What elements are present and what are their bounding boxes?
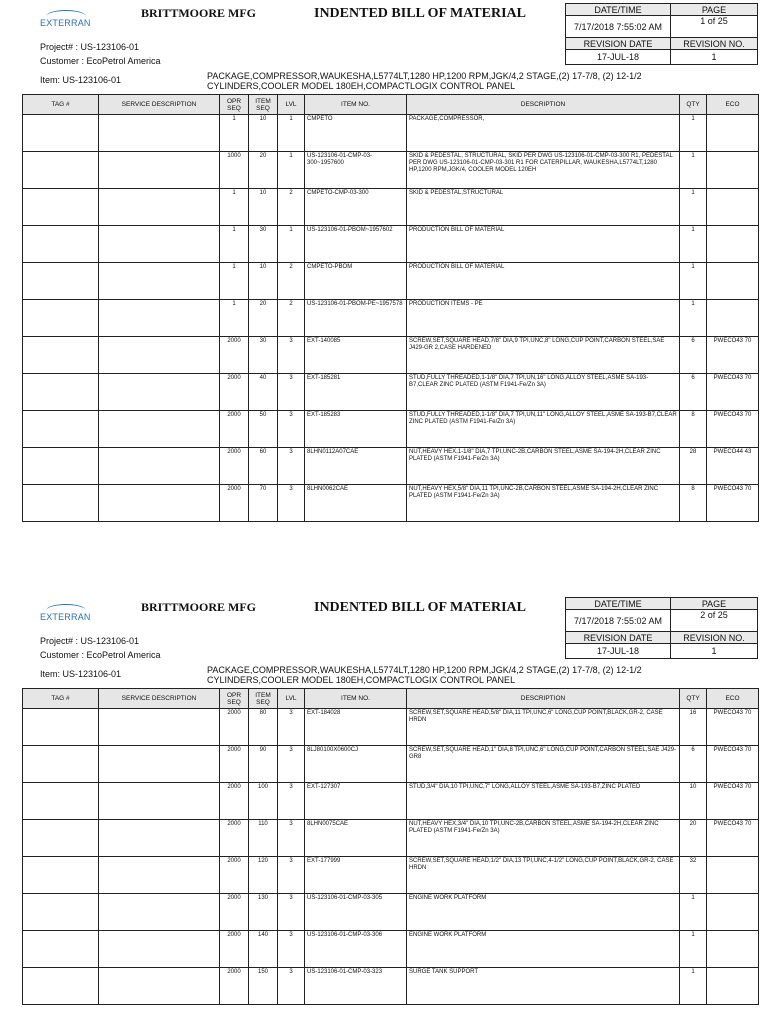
cell-lvl: 2 — [278, 189, 305, 226]
table-row — [23, 968, 759, 1005]
cell-eco: PWECO43 70 — [707, 485, 759, 522]
table-row — [23, 783, 759, 820]
col-qty: QTY — [680, 689, 707, 709]
cell-service-description — [99, 411, 220, 448]
cell-item-no: EXT-127307 — [305, 783, 407, 820]
cell-lvl: 1 — [278, 152, 305, 189]
cell-qty: 1 — [680, 894, 707, 931]
cell-lvl: 3 — [278, 820, 305, 857]
cell-item-no: US-123106-01-PBOM-PE~1957578 — [305, 300, 407, 337]
col-lvl: LVL — [278, 689, 305, 709]
cell-qty: 1 — [680, 300, 707, 337]
cell-qty: 1 — [680, 263, 707, 300]
cell-item-seq: 40 — [249, 374, 278, 411]
cell-service-description — [99, 263, 220, 300]
cell-opr-seq: 2000 — [220, 746, 249, 783]
item-number: Item: US-123106-01 — [40, 75, 122, 85]
col-eco: ECO — [707, 95, 759, 115]
cell-lvl: 3 — [278, 374, 305, 411]
cell-lvl: 3 — [278, 448, 305, 485]
cell-eco: PWECO43 70 — [707, 783, 759, 820]
cell-description: SCREW,SET,SQUARE HEAD,1/2" DIA,13 TPI,UNC,4-1/2" LONG,CUP POINT,BLACK,GR-2, CASE HRDN — [407, 857, 680, 894]
cell-lvl: 3 — [278, 485, 305, 522]
customer-name: Customer : EcoPetrol America — [40, 650, 161, 660]
cell-tag — [23, 894, 99, 931]
cell-item-seq: 110 — [249, 820, 278, 857]
cell-service-description — [99, 746, 220, 783]
cell-eco — [707, 300, 759, 337]
cell-tag — [23, 189, 99, 226]
cell-service-description — [99, 820, 220, 857]
col-eco: ECO — [707, 689, 759, 709]
cell-opr-seq: 2000 — [220, 820, 249, 857]
bom-table — [22, 94, 759, 522]
cell-service-description — [99, 115, 220, 152]
cell-service-description — [99, 337, 220, 374]
col-item-seq: ITEM SEQ — [249, 95, 278, 115]
cell-description: STUD,FULLY THREADED,1-1/8" DIA,7 TPI,UN,16" LONG,ALLOY STEEL,ASME SA-193-B7,CLEAR ZINC PLATED (ASTM F1941-Fe/Zn 3A) — [407, 374, 680, 411]
date-time-value: 7/17/2018 7:55:02 AM — [566, 16, 671, 38]
project-number: Project# : US-123106-01 — [40, 42, 140, 52]
cell-item-seq: 60 — [249, 448, 278, 485]
cell-description: SCREW,SET,SQUARE HEAD,1" DIA,8 TPI,UNC,6" LONG,CUP POINT,CARBON STEEL,SAE J429-GR8 — [407, 746, 680, 783]
cell-service-description — [99, 485, 220, 522]
cell-item-no: EXT-185283 — [305, 411, 407, 448]
header-info-box — [565, 597, 758, 659]
table-row — [23, 263, 759, 300]
table-row — [23, 152, 759, 189]
cell-lvl: 3 — [278, 337, 305, 374]
revision-date-value: 17-JUL-18 — [566, 50, 671, 65]
table-row — [23, 411, 759, 448]
table-row — [23, 300, 759, 337]
table-row — [23, 226, 759, 263]
cell-opr-seq: 2000 — [220, 709, 249, 746]
cell-qty: 8 — [680, 411, 707, 448]
col-description: DESCRIPTION — [407, 689, 680, 709]
cell-qty: 6 — [680, 746, 707, 783]
revision-no-label: REVISION NO. — [671, 38, 758, 50]
cell-opr-seq: 2000 — [220, 448, 249, 485]
table-row — [23, 115, 759, 152]
cell-item-seq: 100 — [249, 783, 278, 820]
col-tag: TAG # — [23, 95, 99, 115]
cell-opr-seq: 1 — [220, 300, 249, 337]
cell-item-seq: 130 — [249, 894, 278, 931]
cell-item-no: EXT-184028 — [305, 709, 407, 746]
cell-tag — [23, 300, 99, 337]
cell-lvl: 3 — [278, 931, 305, 968]
col-lvl: LVL — [278, 95, 305, 115]
cell-eco — [707, 152, 759, 189]
cell-tag — [23, 968, 99, 1005]
col-opr-seq: OPR SEQ — [220, 689, 249, 709]
cell-item-seq: 30 — [249, 337, 278, 374]
cell-item-seq: 30 — [249, 226, 278, 263]
cell-eco — [707, 263, 759, 300]
cell-lvl: 3 — [278, 746, 305, 783]
cell-description: SCREW,SET,SQUARE HEAD,7/8" DIA,9 TPI,UNC,8" LONG,CUP POINT,CARBON STEEL,SAE J429-GR 2,CASE HARDENED — [407, 337, 680, 374]
cell-opr-seq: 2000 — [220, 857, 249, 894]
cell-service-description — [99, 783, 220, 820]
cell-description: SKID & PEDESTAL, STRUCTURAL, SKID PER DWG US-123106-01-CMP-03-300 R1, PEDESTAL PER DWG US-123106-01-CMP-03-301 R1 FOR CATERPILLAR, WAUKESHA,L5774LT,1280 HP,1200 RPM,JGK/4, COOLER MODEL 120EH — [407, 152, 680, 189]
revision-no-value: 1 — [671, 50, 758, 65]
page-label: PAGE — [671, 4, 758, 16]
cell-description: ENGINE WORK PLATFORM — [407, 894, 680, 931]
cell-qty: 1 — [680, 226, 707, 263]
cell-description: ENGINE WORK PLATFORM — [407, 931, 680, 968]
date-time-value: 7/17/2018 7:55:02 AM — [566, 610, 671, 632]
cell-description: SKID & PEDESTAL,STRUCTURAL — [407, 189, 680, 226]
table-row — [23, 857, 759, 894]
cell-service-description — [99, 709, 220, 746]
cell-lvl: 3 — [278, 411, 305, 448]
cell-item-no: US-123106-01-PBOM~1957602 — [305, 226, 407, 263]
cell-lvl: 3 — [278, 709, 305, 746]
cell-eco — [707, 226, 759, 263]
cell-lvl: 3 — [278, 783, 305, 820]
page-number: 2 of 25 — [671, 610, 758, 632]
cell-item-no: 8LJ80100X0600CJ — [305, 746, 407, 783]
document-title: INDENTED BILL OF MATERIAL — [314, 6, 526, 21]
cell-tag — [23, 226, 99, 263]
bom-table — [22, 688, 759, 1005]
cell-description: PRODUCTION BILL OF MATERIAL — [407, 226, 680, 263]
cell-item-no: US-123106-01-CMP-03-305 — [305, 894, 407, 931]
package-description: PACKAGE,COMPRESSOR,WAUKESHA,L5774LT,1280 HP,1200 RPM,JGK/4,2 STAGE,(2) 17-7/8, (2) 12-1/2 CYLINDERS,COOLER MODEL 180EH,COMPACTLOGIX CONTROL PANEL — [207, 71, 642, 91]
cell-opr-seq: 1 — [220, 115, 249, 152]
col-description: DESCRIPTION — [407, 95, 680, 115]
revision-no-value: 1 — [671, 644, 758, 659]
cell-tag — [23, 374, 99, 411]
cell-item-no: CMPETO-CMP-03-300 — [305, 189, 407, 226]
cell-item-no: US-123106-01-CMP-03-300~1957600 — [305, 152, 407, 189]
cell-eco: PWECO43 70 — [707, 337, 759, 374]
col-item-seq: ITEM SEQ — [249, 689, 278, 709]
project-number: Project# : US-123106-01 — [40, 636, 140, 646]
company-name: BRITTMOORE MFG — [141, 600, 257, 614]
cell-opr-seq: 2000 — [220, 894, 249, 931]
logo-text: EXTERRAN — [40, 612, 91, 622]
cell-lvl: 1 — [278, 115, 305, 152]
col-item-no: ITEM NO. — [305, 95, 407, 115]
cell-item-no: 8LHN0075CAE — [305, 820, 407, 857]
cell-eco — [707, 931, 759, 968]
cell-opr-seq: 2000 — [220, 411, 249, 448]
table-row — [23, 931, 759, 968]
cell-qty: 16 — [680, 709, 707, 746]
cell-service-description — [99, 300, 220, 337]
cell-qty: 20 — [680, 820, 707, 857]
cell-qty: 28 — [680, 448, 707, 485]
cell-opr-seq: 2000 — [220, 931, 249, 968]
cell-qty: 1 — [680, 189, 707, 226]
bom-header-row — [23, 95, 759, 115]
cell-description: NUT,HEAVY HEX,1-1/8" DIA,7 TPI,UNC-2B,CARBON STEEL,ASME SA-194-2H,CLEAR ZINC PLATED (ASTM F1941-Fe/Zn 3A) — [407, 448, 680, 485]
cell-item-seq: 10 — [249, 189, 278, 226]
document-title: INDENTED BILL OF MATERIAL — [314, 600, 526, 615]
cell-description: PRODUCTION ITEMS - PE — [407, 300, 680, 337]
cell-item-seq: 10 — [249, 115, 278, 152]
customer-name: Customer : EcoPetrol America — [40, 56, 161, 66]
col-service-description: SERVICE DESCRIPTION — [99, 689, 220, 709]
cell-opr-seq: 1 — [220, 189, 249, 226]
cell-tag — [23, 709, 99, 746]
table-row — [23, 189, 759, 226]
cell-item-no: US-123106-01-CMP-03-306 — [305, 931, 407, 968]
company-name: BRITTMOORE MFG — [141, 6, 257, 20]
revision-date-label: REVISION DATE — [566, 632, 671, 644]
cell-qty: 1 — [680, 968, 707, 1005]
cell-description: SCREW,SET,SQUARE HEAD,5/8" DIA,11 TPI,UNC,6" LONG,CUP POINT,BLACK,GR-2, CASE HRDN — [407, 709, 680, 746]
col-item-no: ITEM NO. — [305, 689, 407, 709]
page-label: PAGE — [671, 598, 758, 610]
cell-eco: PWECO43 70 — [707, 746, 759, 783]
date-time-label: DATE/TIME — [566, 4, 671, 16]
cell-qty: 1 — [680, 152, 707, 189]
cell-opr-seq: 2000 — [220, 783, 249, 820]
cell-lvl: 2 — [278, 263, 305, 300]
table-row — [23, 448, 759, 485]
cell-item-seq: 150 — [249, 968, 278, 1005]
exterran-logo — [40, 10, 100, 32]
cell-tag — [23, 820, 99, 857]
cell-qty: 6 — [680, 374, 707, 411]
cell-qty: 10 — [680, 783, 707, 820]
cell-item-seq: 90 — [249, 746, 278, 783]
cell-tag — [23, 783, 99, 820]
cell-description: STUD,FULLY THREADED,1-1/8" DIA,7 TPI,UN,11" LONG,ALLOY STEEL,ASME SA-193-B7,CLEAR ZINC PLATED (ASTM F1941-Fe/Zn 3A) — [407, 411, 680, 448]
col-tag: TAG # — [23, 689, 99, 709]
cell-tag — [23, 485, 99, 522]
cell-qty: 1 — [680, 931, 707, 968]
table-row — [23, 374, 759, 411]
cell-tag — [23, 263, 99, 300]
date-time-label: DATE/TIME — [566, 598, 671, 610]
logo-text: EXTERRAN — [40, 18, 91, 28]
cell-eco: PWECO44 43 — [707, 448, 759, 485]
cell-opr-seq: 1 — [220, 226, 249, 263]
cell-eco: PWECO43 70 — [707, 709, 759, 746]
cell-eco — [707, 189, 759, 226]
cell-item-seq: 10 — [249, 263, 278, 300]
item-number: Item: US-123106-01 — [40, 669, 122, 679]
cell-eco — [707, 857, 759, 894]
page-number: 1 of 25 — [671, 16, 758, 38]
cell-opr-seq: 2000 — [220, 374, 249, 411]
revision-date-label: REVISION DATE — [566, 38, 671, 50]
col-service-description: SERVICE DESCRIPTION — [99, 95, 220, 115]
cell-lvl: 3 — [278, 894, 305, 931]
table-row — [23, 746, 759, 783]
cell-lvl: 3 — [278, 857, 305, 894]
cell-item-no: CMPETO-PBOM — [305, 263, 407, 300]
cell-tag — [23, 448, 99, 485]
cell-eco — [707, 968, 759, 1005]
cell-lvl: 1 — [278, 226, 305, 263]
package-description: PACKAGE,COMPRESSOR,WAUKESHA,L5774LT,1280 HP,1200 RPM,JGK/4,2 STAGE,(2) 17-7/8, (2) 12-1/2 CYLINDERS,COOLER MODEL 180EH,COMPACTLOGIX CONTROL PANEL — [207, 665, 642, 685]
cell-tag — [23, 337, 99, 374]
cell-tag — [23, 746, 99, 783]
cell-description: STUD,3/4" DIA,10 TPI,UNC,7" LONG,ALLOY STEEL,ASME SA-193-B7,ZINC PLATED — [407, 783, 680, 820]
cell-lvl: 3 — [278, 968, 305, 1005]
cell-item-seq: 20 — [249, 300, 278, 337]
cell-opr-seq: 2000 — [220, 337, 249, 374]
cell-item-no: EXT-177999 — [305, 857, 407, 894]
cell-description: PACKAGE,COMPRESSOR, — [407, 115, 680, 152]
cell-description: NUT,HEAVY HEX,5/8" DIA,11 TPI,UNC-2B,CARBON STEEL,ASME SA-194-2H,CLEAR ZINC PLATED (ASTM F1941-Fe/Zn 3A) — [407, 485, 680, 522]
col-opr-seq: OPR SEQ — [220, 95, 249, 115]
table-row — [23, 485, 759, 522]
cell-service-description — [99, 189, 220, 226]
cell-tag — [23, 857, 99, 894]
cell-item-seq: 120 — [249, 857, 278, 894]
cell-lvl: 2 — [278, 300, 305, 337]
exterran-logo — [40, 604, 100, 626]
cell-qty: 32 — [680, 857, 707, 894]
table-row — [23, 337, 759, 374]
cell-description: SURGE TANK SUPPORT — [407, 968, 680, 1005]
cell-item-seq: 70 — [249, 485, 278, 522]
table-row — [23, 820, 759, 857]
cell-description: PRODUCTION BILL OF MATERIAL — [407, 263, 680, 300]
cell-tag — [23, 152, 99, 189]
cell-qty: 8 — [680, 485, 707, 522]
cell-tag — [23, 931, 99, 968]
cell-service-description — [99, 226, 220, 263]
cell-opr-seq: 2000 — [220, 485, 249, 522]
cell-description: NUT,HEAVY HEX,3/4" DIA,10 TPI,UNC-2B,CARBON STEEL,ASME SA-194-2H,CLEAR ZINC PLATED (ASTM F1941-Fe/Zn 3A) — [407, 820, 680, 857]
table-row — [23, 709, 759, 746]
cell-service-description — [99, 894, 220, 931]
cell-tag — [23, 115, 99, 152]
cell-item-no: 8LHN0062CAE — [305, 485, 407, 522]
cell-service-description — [99, 374, 220, 411]
cell-eco — [707, 894, 759, 931]
cell-item-seq: 20 — [249, 152, 278, 189]
bom-header-row — [23, 689, 759, 709]
cell-opr-seq: 1000 — [220, 152, 249, 189]
revision-date-value: 17-JUL-18 — [566, 644, 671, 659]
cell-service-description — [99, 968, 220, 1005]
cell-opr-seq: 2000 — [220, 968, 249, 1005]
col-qty: QTY — [680, 95, 707, 115]
cell-service-description — [99, 448, 220, 485]
header-info-box — [565, 3, 758, 65]
table-row — [23, 894, 759, 931]
cell-service-description — [99, 931, 220, 968]
cell-item-seq: 50 — [249, 411, 278, 448]
cell-eco: PWECO43 70 — [707, 820, 759, 857]
cell-item-seq: 80 — [249, 709, 278, 746]
cell-service-description — [99, 857, 220, 894]
cell-eco: PWECO43 70 — [707, 374, 759, 411]
cell-opr-seq: 1 — [220, 263, 249, 300]
cell-eco — [707, 115, 759, 152]
cell-qty: 1 — [680, 115, 707, 152]
revision-no-label: REVISION NO. — [671, 632, 758, 644]
cell-item-no: EXT-185281 — [305, 374, 407, 411]
cell-service-description — [99, 152, 220, 189]
cell-qty: 6 — [680, 337, 707, 374]
cell-eco: PWECO43 70 — [707, 411, 759, 448]
cell-tag — [23, 411, 99, 448]
cell-item-no: US-123106-01-CMP-03-323 — [305, 968, 407, 1005]
cell-item-no: CMPETO — [305, 115, 407, 152]
cell-item-no: EXT-140085 — [305, 337, 407, 374]
cell-item-no: 8LHN0112A07CAE — [305, 448, 407, 485]
cell-item-seq: 140 — [249, 931, 278, 968]
